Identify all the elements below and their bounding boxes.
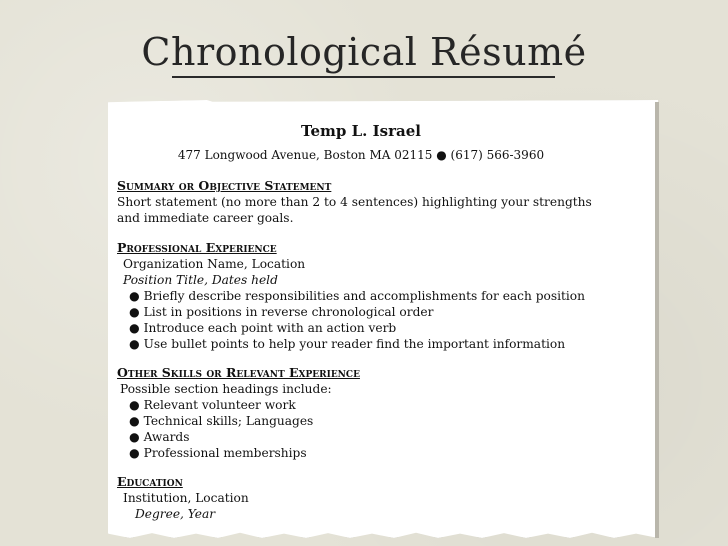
experience-bullet [129, 336, 565, 352]
other-intro: Possible section headings include: [120, 382, 332, 396]
bullet-text: Briefly describe responsibilities and accomplishments for each position [143, 289, 585, 303]
other-bullet [129, 429, 189, 445]
bullet-icon: ● [129, 446, 140, 460]
summary-line: Short statement (no more than 2 to 4 sentences) highlighting your strengths [117, 195, 592, 209]
education-degree: Degree, Year [135, 507, 216, 521]
experience-bullet [129, 304, 433, 320]
education-institution: Institution, Location [123, 491, 249, 505]
other-bullet [129, 445, 307, 461]
bullet-icon: ● [129, 305, 140, 319]
resume-name: Temp L. Israel [301, 122, 421, 140]
bullet-icon: ● [129, 289, 140, 303]
bullet-text: Relevant volunteer work [143, 398, 296, 412]
other-bullet [129, 397, 296, 413]
bullet-text: List in positions in reverse chronological order [143, 305, 434, 319]
experience-bullet [129, 320, 396, 336]
bullet-text: Technical skills; Languages [143, 414, 314, 428]
bullet-icon: ● [129, 430, 140, 444]
other-bullet [129, 413, 313, 429]
resume-contact: 477 Longwood Avenue, Boston MA 02115 ● (617) 566-3960 [177, 148, 545, 162]
experience-bullet [129, 288, 585, 304]
slide-title: Chronological Résumé [141, 30, 587, 74]
bullet-icon: ● [129, 337, 140, 351]
education-heading: Education [117, 474, 183, 489]
paper-torn-edge [655, 102, 659, 538]
bullet-text: Use bullet points to help your reader find the important information [143, 337, 566, 351]
title-underline [172, 76, 555, 78]
bullet-text: Professional memberships [143, 446, 307, 460]
experience-org: Organization Name, Location [123, 257, 306, 271]
experience-position: Position Title, Dates held [123, 273, 278, 287]
bullet-icon: ● [129, 414, 140, 428]
bullet-icon: ● [129, 398, 140, 412]
bullet-text: Awards [143, 430, 190, 444]
summary-heading: Summary or Objective Statement [117, 178, 332, 193]
bullet-text: Introduce each point with an action verb [143, 321, 397, 335]
experience-heading: Professional Experience [117, 240, 277, 255]
bullet-icon: ● [129, 321, 140, 335]
other-heading: Other Skills or Relevant Experience [117, 365, 360, 380]
summary-line: and immediate career goals. [117, 211, 294, 225]
